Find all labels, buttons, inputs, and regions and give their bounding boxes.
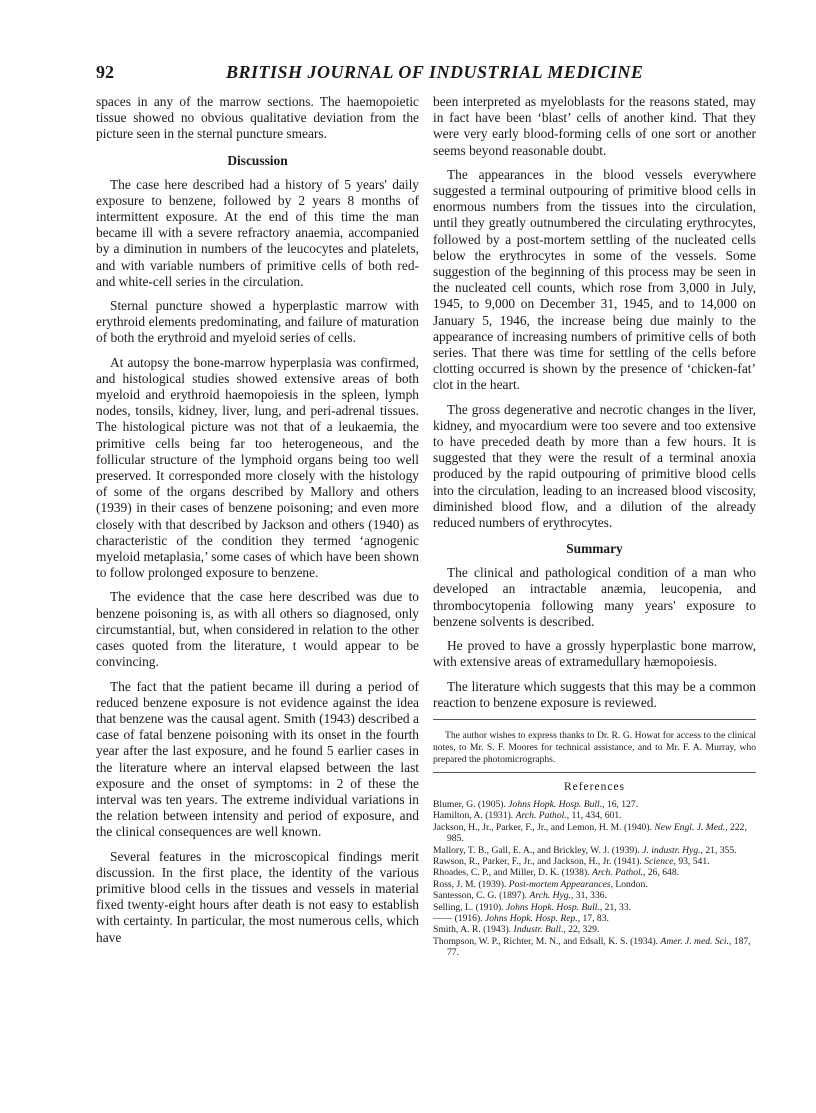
references-list bbox=[433, 799, 756, 959]
reference-source: Science, bbox=[644, 855, 676, 867]
reference-volume: London. bbox=[615, 878, 648, 890]
summary-heading: Summary bbox=[566, 541, 623, 557]
reference-item bbox=[433, 924, 756, 935]
reference-item bbox=[433, 799, 756, 810]
summary-paragraph: The clinical and pathological condition of a man who developed an intractable anæmia, leucopenia, and thrombocytopenia following many years' exposure to benzene solvents is described. bbox=[433, 565, 756, 629]
summary-paragraph: The literature which suggests that this may be a common reaction to benzene exposure is reviewed. bbox=[433, 678, 756, 710]
discussion-paragraph: Several features in the microscopical findings merit discussion. In the first place, the identity of the various primitive blood cells in the tissues and vessels in material fixed twenty-eight hours after death is not easy to establish with certainty. In particular, the most numerous cells, which have bbox=[96, 848, 419, 945]
discussion-paragraph: At autopsy the bone-marrow hyperplasia was confirmed, and histological studies showed extensive areas of both myeloid and erythroid haemopoiesis in the spleen, lymph nodes, tonsils, kidney, liver, lung, and peri-adrenal tissues. The histological picture was not that of a leukaemia, the primitive cells being far too heterogeneous, and the follicular structure of the lymphoid organs being too well preserved. It corresponded more closely with the histology of some of the organs described by Mallory and others (1939) in their cases of benzene poisoning; and even more closely with that described by Jackson and others (1940) as characteristic of the condition they termed ‘agnogenic myeloid metaplasia,’ some cases of which have been shown to follow prolonged exposure to benzene. bbox=[96, 354, 419, 581]
discussion-paragraph: Sternal puncture showed a hyperplastic marrow with erythroid elements predominating, and failure of maturation of both the erythroid and myeloid series of cells. bbox=[96, 298, 419, 346]
reference-source: Arch. Pathol., bbox=[515, 810, 570, 822]
reference-source: Post-mortem Appearances, bbox=[508, 878, 613, 890]
reference-source: Johns Hopk. Hosp. Bull., bbox=[508, 798, 605, 810]
reference-item bbox=[433, 856, 756, 867]
reference-item bbox=[433, 822, 756, 845]
reference-volume: 26, 648. bbox=[647, 867, 680, 879]
discussion-paragraph: The appearances in the blood vessels everywhere suggested a terminal outpouring of primitive blood cells in enormous numbers from the tissues into the circulation, until they greatly outnumbered the circulating erythrocytes, followed by a post-mortem settling of the nucleated cells below the erythrocytes in some of the vessels. Some suggestion of the beginning of this process may be seen in the nucleated cell counts, which rose from 3,000 in July, 1945, to 9,000 on December 31, 1945, and to 14,000 on January 5, 1946, the increase being due mainly to the appearance of increasing numbers of primitive cells of both series. That there was time for settling of the cells before clotting occurred is shown by the presence of ‘chicken-fat’ clot in the heart. bbox=[433, 166, 756, 393]
left-column bbox=[96, 94, 419, 954]
discussion-paragraph: The case here described had a history of 5 years' daily exposure to benzene, followed by 2 years 8 months of intermittent exposure. At the end of this time the man became ill with a severe refractory anaemia, accompanied by a diminution in numbers of the leucocytes and platelets, and with variable numbers of primitive cells of both red- and white-cell series in the circulation. bbox=[96, 176, 419, 289]
page-number: 92 bbox=[96, 62, 114, 82]
page-header bbox=[96, 62, 756, 86]
reference-volume: 187, 77. bbox=[447, 935, 751, 959]
discussion-paragraph: The gross degenerative and necrotic changes in the liver, kidney, and myocardium were too severe and too extensive to have preceded death by more than a few hours. It is suggested that they were the result of a terminal anoxia produced by the rapid outpouring of primitive blood cells into the circulation, leading to an increased blood viscosity, diminished blood flow, and a dilution of the already reduced numbers of erythrocytes. bbox=[433, 401, 756, 531]
reference-source: Amer. J. med. Sci., bbox=[660, 935, 732, 947]
reference-authors: Selling, L. (1910). bbox=[433, 901, 504, 913]
reference-authors: Santesson, C. G. (1897). bbox=[433, 890, 528, 902]
references-heading: References bbox=[563, 780, 626, 793]
reference-volume: 31, 336. bbox=[575, 890, 607, 902]
right-column bbox=[433, 94, 756, 959]
journal-title: BRITISH JOURNAL OF INDUSTRIAL MEDICINE bbox=[226, 62, 644, 82]
summary-paragraph: He proved to have a grossly hyperplastic bone marrow, with extensive areas of extramedullary hæmopoiesis. bbox=[433, 638, 756, 670]
reference-authors: Hamilton, A. (1931). bbox=[433, 810, 514, 822]
reference-volume: 93, 541. bbox=[678, 855, 710, 867]
reference-volume: 11, 434, 601. bbox=[571, 810, 622, 822]
section-divider bbox=[433, 719, 756, 720]
acknowledgement: The author wishes to express thanks to Dr. R. G. Howat for access to the clinical notes, to Mr. S. F. Moores for technical assistance, and to Mr. F. A. Murray, who prepared the photomicrographs. bbox=[433, 729, 756, 765]
reference-authors: Ross, J. M. (1939). bbox=[433, 878, 507, 890]
reference-item bbox=[433, 810, 756, 821]
reference-authors: Smith, A. R. (1943). bbox=[433, 924, 512, 936]
reference-source: New Engl. J. Med., bbox=[654, 821, 728, 833]
section-divider bbox=[433, 772, 756, 773]
reference-item bbox=[433, 879, 756, 890]
reference-authors: Jackson, H., Jr., Parker, F., Jr., and Lemon, H. M. (1940). bbox=[433, 821, 652, 833]
reference-volume: 21, 33. bbox=[604, 901, 632, 913]
reference-item bbox=[433, 902, 756, 913]
reference-volume: 17, 83. bbox=[582, 912, 609, 924]
reference-volume: 22, 329. bbox=[568, 924, 600, 936]
reference-volume: 222, 985. bbox=[447, 821, 747, 845]
reference-authors: —— (1916). bbox=[433, 912, 483, 924]
reference-volume: 16, 127. bbox=[606, 798, 639, 810]
reference-item bbox=[433, 890, 756, 901]
reference-source: Johns Hopk. Hosp. Bull., bbox=[506, 901, 603, 913]
reference-authors: Blumer, G. (1905). bbox=[433, 798, 506, 810]
continuation-paragraph: spaces in any of the marrow sections. The haemopoietic tissue showed no obvious qualitative deviation from the picture seen in the sternal puncture smears. bbox=[96, 94, 419, 142]
reference-volume: 21, 355. bbox=[705, 844, 737, 856]
discussion-paragraph: The evidence that the case here described was due to benzene poisoning is, as with all others so diagnosed, only circumstantial, but, when considered in relation to the other cases quoted from the literature, t would appear to be convincing. bbox=[96, 589, 419, 670]
reference-authors: Mallory, T. B., Gall, E. A., and Brickley, W. J. (1939). bbox=[433, 844, 640, 856]
reference-source: Arch. Pathol., bbox=[591, 867, 646, 879]
reference-source: J. industr. Hyg., bbox=[642, 844, 703, 856]
reference-authors: Rawson, R., Parker, F., Jr., and Jackson, H., Jr. (1941). bbox=[433, 855, 642, 867]
reference-authors: Thompson, W. P., Richter, M. N., and Edsall, K. S. (1934). bbox=[433, 935, 659, 947]
reference-source: Industr. Bull., bbox=[513, 924, 566, 936]
reference-source: Arch. Hyg., bbox=[529, 890, 574, 902]
discussion-paragraph: The fact that the patient became ill during a period of reduced benzene exposure is not evidence against the idea that benzene was the causal agent. Smith (1943) described a case of fatal benzene poisoning with its onset in the fourth year after the last exposure, and he found 5 earlier cases in the literature where an interval elapsed between the last exposure and the onset of symptoms: in 2 of these the interval was ten years. The extreme individual variations in the relation between intensity and period of exposure, and the clinical consequences are well known. bbox=[96, 678, 419, 840]
discussion-heading: Discussion bbox=[227, 152, 288, 168]
reference-item bbox=[433, 845, 756, 856]
reference-source: Johns Hopk. Hosp. Rep., bbox=[484, 912, 581, 924]
reference-item bbox=[433, 867, 756, 878]
reference-item bbox=[433, 913, 756, 924]
reference-item bbox=[433, 936, 756, 959]
reference-authors: Rhoades, C. P., and Miller, D. K. (1938). bbox=[433, 867, 590, 879]
continuation-paragraph: been interpreted as myeloblasts for the reasons stated, may in fact have been ‘blast’ cells of another kind. That they were very early blood-forming cells of one sort or another seems beyond reasonable doubt. bbox=[433, 94, 756, 158]
